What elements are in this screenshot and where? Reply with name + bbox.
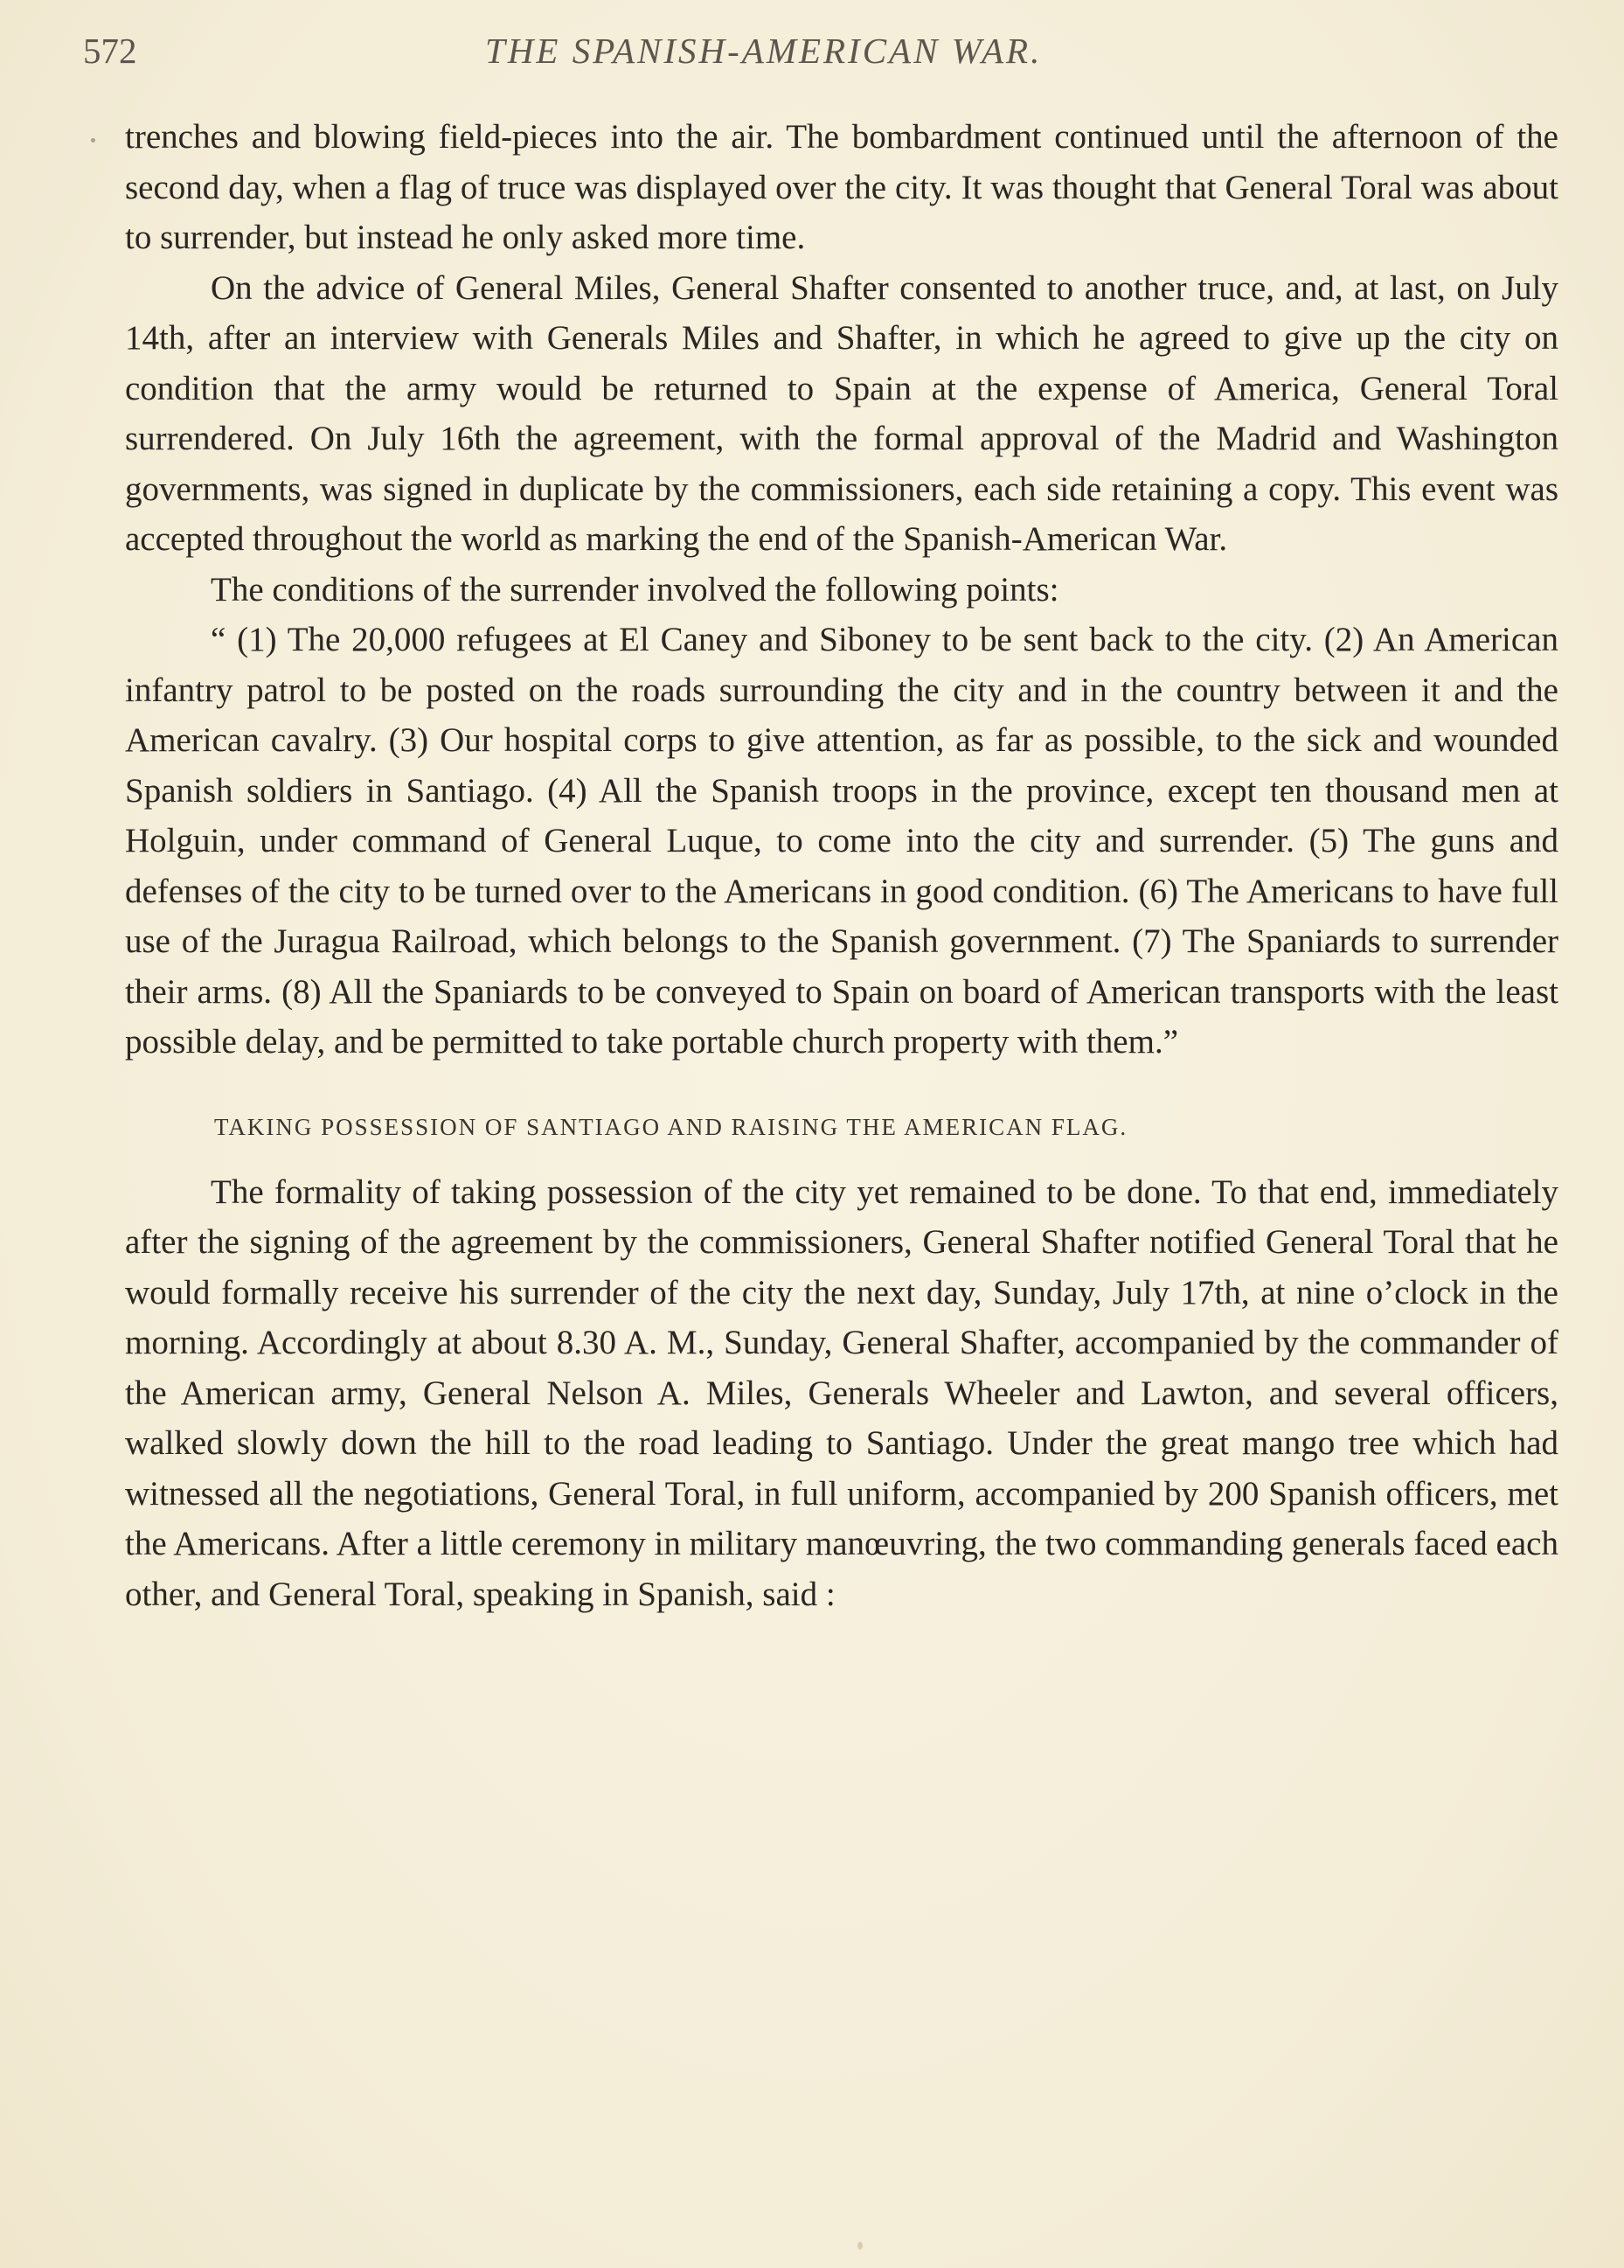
page-header — [83, 26, 1508, 79]
paragraph-possession: The formality of taking possession of the city yet remained to be done. To that end, immediately after the signing of the agreement by the commissioners, General Shafter notified General Toral that he would formally receive his surrender of the city the next day, Sunday, July 17th, at nine o’clock in the morning. Accordingly at about 8.30 A. M., Sunday, General Shafter, accompanied by the commander of the American army, General Nelson A. Miles, Generals Wheeler and Lawton, and several officers, walked slowly down the hill to the road leading to Santiago. Under the great mango tree which had witnessed all the negotiations, General Toral, in full uniform, accompanied by 200 Spanish officers, met the Americans. After a little ceremony in military manœuvring, the two commanding generals faced each other, and General Toral, speaking in Spanish, said : — [125, 1172, 1558, 1613]
body-text — [125, 112, 1558, 1619]
paragraph-conditions-intro: The conditions of the surrender involved the following points: — [211, 570, 1059, 609]
paragraph-continued: trenches and blowing field-pieces into the air. The bombardment continued until the afternoon of the second day, when a flag of truce was displayed over the city. It was thought that General Toral was about to surrender, but instead he only asked more time. — [125, 118, 1558, 256]
page-number: 572 — [83, 31, 137, 71]
paper-speck — [857, 2242, 863, 2250]
paragraph-truce: On the advice of General Miles, General Shafter consented to another truce, and, at last, on July 14th, after an interview with Generals Miles and Shafter, in which he agreed to give up the city on condition that the army would be returned to Spain at the expense of America, General Toral surrendered. On July 16th the agreement, with the formal approval of the Madrid and Washington governments, was signed in duplicate by the commissioners, each side retaining a copy. This event was accepted throughout the world as marking the end of the Spanish-American War. — [125, 268, 1558, 558]
running-title: THE SPANISH-AMERICAN WAR. — [485, 31, 1043, 71]
margin-mark — [91, 138, 95, 143]
section-heading: TAKING POSSESSION OF SANTIAGO AND RAISING THE AMERICAN FLAG. — [214, 1113, 1128, 1140]
paragraph-conditions-quote: “ (1) The 20,000 refugees at El Caney and Siboney to be sent back to the city. (2) An American infantry patrol to be posted on the roads surrounding the city and in the country between it and the American cavalry. (3) Our hospital corps to give attention, as far as possible, to the sick and wounded Spanish soldiers in Santiago. (4) All the Spanish troops in the province, except ten thousand men at Holguin, under command of General Luque, to come into the city and surrender. (5) The guns and defenses of the city to be turned over to the Americans in good condition. (6) The Americans to have full use of the Juragua Railroad, which belongs to the Spanish government. (7) The Spaniards to surrender their arms. (8) All the Spaniards to be conveyed to Spain on board of American transports with the least possible delay, and be permitted to take portable church property with them.” — [125, 621, 1558, 1061]
